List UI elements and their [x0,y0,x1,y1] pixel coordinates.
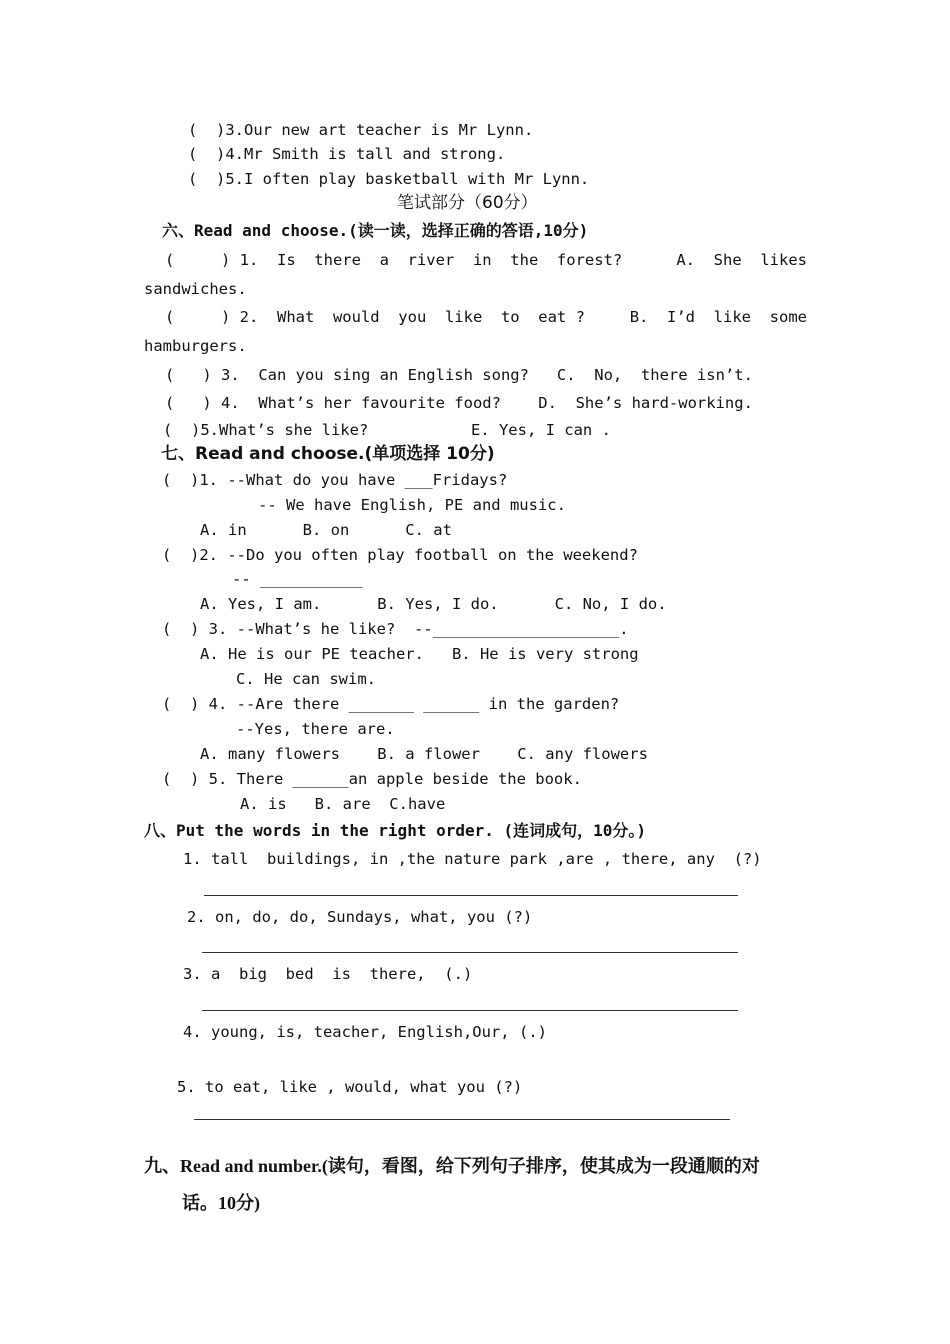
listening-item-4: ( )4.Mr Smith is tall and strong. [188,145,506,163]
section7-q2: ( )2. --Do you often play football on the weekend? [162,546,638,564]
section7-q4: ( ) 4. --Are there _______ ______ in the garden? [162,695,620,713]
section7-q1: ( )1. --What do you have ___Fridays? [162,471,508,489]
section7-q4-options: A. many flowers B. a flower C. any flowers [200,745,648,763]
section6-q2 [165,307,807,327]
section8-item-3: 3. a big bed is there, (.) [183,965,473,983]
section6-q1-question: ( ) 1. Is there a river in the forest? [165,251,623,269]
listening-item-5: ( )5.I often play basketball with Mr Lynn. [188,170,590,188]
answer-line-2 [202,952,738,953]
section6-q2-question: ( ) 2. What would you like to eat ? [165,308,585,326]
section7-q3: ( ) 3. --What’s he like? --____________________. [162,620,629,638]
section8-item-5: 5. to eat, like , would, what you (?) [177,1078,523,1096]
section6-q3: ( ) 3. Can you sing an English song? C. No, there isn’t. [165,366,753,384]
section7-heading: 七、Read and choose.(单项选择 10分) [161,444,495,464]
section9-heading: 九、Read and number.(读句，看图，给下列句子排序，使其成为一段通顺的对 [144,1156,760,1176]
answer-line-5 [194,1119,730,1120]
section9-heading-cont: 话。10分) [182,1193,260,1213]
section6-q2-option: B. I’d like some [629,308,807,326]
answer-line-1 [204,895,738,896]
section7-q5: ( ) 5. There ______an apple beside the book. [162,770,582,788]
section7-q3-option-c: C. He can swim. [236,670,376,688]
section7-q4-reply: --Yes, there are. [236,720,395,738]
section8-heading: 八、Put the words in the right order. (连词成句，10分。) [144,821,647,840]
section8-item-1: 1. tall buildings, in ,the nature park ,are , there, any (?) [183,850,762,868]
written-part-title: 笔试部分（60分） [397,193,538,213]
section6-q1-option: A. She likes [676,251,807,269]
section7-q3-options: A. He is our PE teacher. B. He is very strong [200,645,639,663]
answer-line-3 [202,1010,738,1011]
listening-item-3: ( )3.Our new art teacher is Mr Lynn. [188,121,534,139]
section6-q4: ( ) 4. What’s her favourite food? D. She’s hard-working. [165,394,753,412]
section7-q2-reply: -- ___________ [232,570,363,588]
section6-q5: ( )5.What’s she like? E. Yes, I can . [163,421,611,439]
section7-q1-reply: -- We have English, PE and music. [258,496,566,514]
section6-q2-wrap: hamburgers. [144,337,247,355]
section7-q2-options: A. Yes, I am. B. Yes, I do. C. No, I do. [200,595,667,613]
section6-q1 [165,250,807,270]
section7-q5-options: A. is B. are C.have [240,795,446,813]
section6-heading: 六、Read and choose.(读一读，选择正确的答语,10分) [162,221,589,240]
section6-q1-wrap: sandwiches. [144,280,247,298]
section7-q1-options: A. in B. on C. at [200,521,452,539]
section8-item-2: 2. on, do, do, Sundays, what, you (?) [187,908,533,926]
section8-item-4: 4. young, is, teacher, English,Our, (.) [183,1023,547,1041]
